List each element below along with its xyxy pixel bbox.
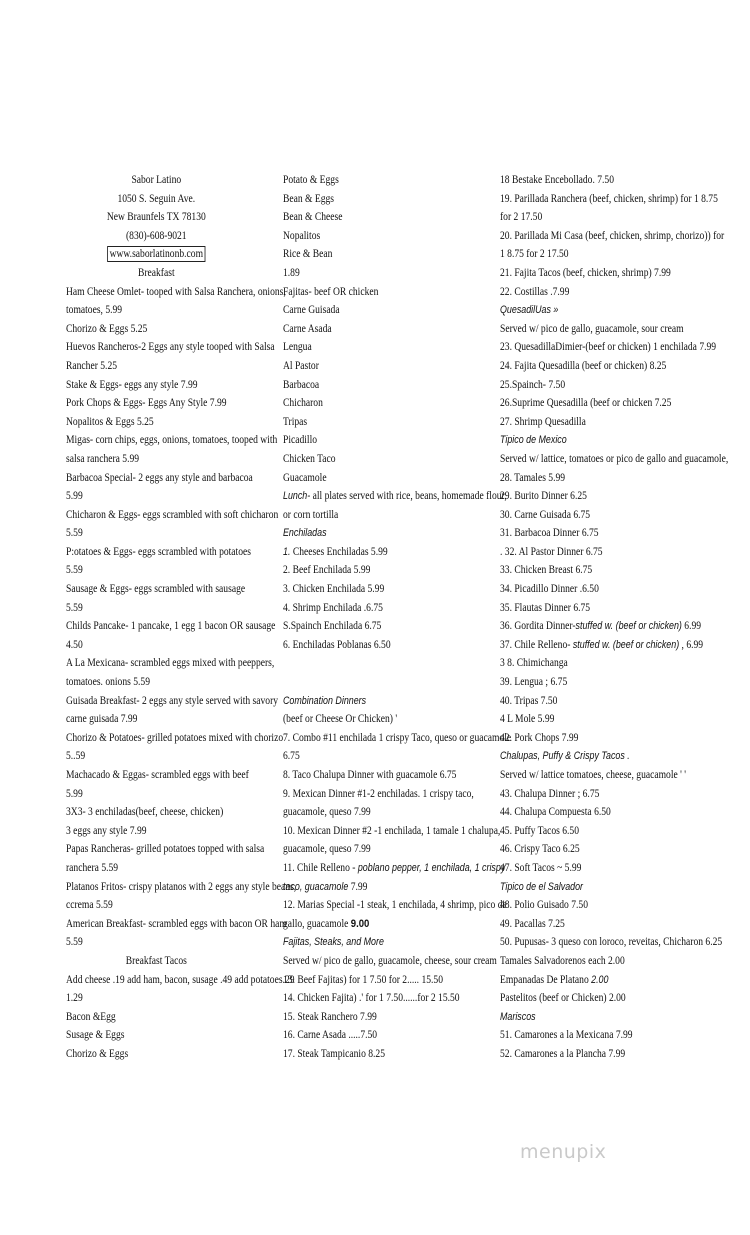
section-heading-quesadillas: QuesadilUas » [500, 304, 559, 317]
menu-line: 3. Chicken Enchilada 5.99 [283, 583, 385, 596]
menu-line: 6.75 [283, 750, 300, 763]
menupix-watermark: menupix [520, 1141, 607, 1163]
item-price: 7.99 [348, 880, 368, 893]
menu-line: for 2 17.50 [500, 211, 543, 224]
menu-line: 50. Pupusas- 3 queso con loroco, reveitas, Chicharon 6.25 [500, 936, 723, 949]
menu-line: Migas- corn chips, eggs, onions, tomatoes, tooped with [66, 434, 278, 447]
menu-line: Served w/ lattice, tomatoes or pico de gallo and guacamole, [500, 452, 729, 465]
menu-line: Nopalitos [283, 229, 321, 242]
menu-line: Chorizo & Eggs 5.25 [66, 322, 148, 335]
menu-line: 47. Soft Tacos ~ 5.99 [500, 861, 582, 874]
menu-line: 20. Parillada Mi Casa (beef, chicken, shrimp, chorizo)) for [500, 229, 725, 242]
menu-line: 5.59 [66, 601, 83, 614]
menu-line: 1.89 [283, 266, 300, 279]
menu-line: Bean & Eggs [283, 192, 335, 205]
menu-line: Tamales Salvadorenos each 2.00 [500, 954, 625, 967]
item-text: 36. Gordita Dinner- [500, 620, 576, 633]
menu-line: 13. Beef Fajitas) for 1 7.50 for 2..... 15.50 [283, 973, 443, 986]
item-text: 37. Chile Relleno- [500, 638, 573, 651]
menu-line: 5.99 [66, 787, 83, 800]
menu-line: 4 L Mole 5.99 [500, 713, 555, 726]
menu-line [500, 636, 718, 655]
menu-line: Served w/ lattice tomatoes, cheese, guacamole ' ' [500, 769, 686, 781]
address-line-1: 1050 S. Seguin Ave. [117, 192, 196, 205]
website-row [66, 245, 247, 264]
item-price: 2.00 [591, 973, 609, 986]
menu-line: 52. Camarones a la Plancha 7.99 [500, 1047, 626, 1060]
menu-line: 5.59 [66, 936, 83, 949]
menu-line: carne guisada 7.99 [66, 713, 138, 726]
item-text: gallo, guacamole [283, 917, 351, 930]
menu-line: 2. Beef Enchilada 5.99 [283, 564, 371, 577]
menu-line: 5..59 [66, 750, 86, 763]
menu-line: 43. Chalupa Dinner ; 6.75 [500, 787, 600, 800]
menu-column-2 [283, 171, 512, 1064]
menu-line: Carne Guisada [283, 304, 340, 317]
menu-line: Stake & Eggs- eggs any style 7.99 [66, 378, 198, 391]
menu-line: 9. Mexican Dinner #1-2 enchiladas. 1 crispy taco, [283, 787, 474, 800]
menu-line: 51. Camarones a la Mexicana 7.99 [500, 1029, 633, 1042]
menu-line: 24. Fajita Quesadilla (beef or chicken) 8.25 [500, 359, 667, 372]
menu-line: Fajitas- beef OR chicken [283, 285, 379, 298]
menu-line: . 32. Al Pastor Dinner 6.75 [500, 545, 603, 558]
menu-line: tomatoes. onions 5.59 [66, 676, 150, 689]
menu-line: 26.Suprime Quesadilla (beef or chicken 7.25 [500, 397, 672, 410]
menu-line: 3X3- 3 enchiladas(beef, cheese, chicken) [66, 806, 224, 819]
menu-line: Rice & Bean [283, 248, 333, 261]
section-heading-breakfast: Breakfast [137, 266, 175, 279]
menu-line [283, 543, 485, 562]
menu-line: 1.29 [66, 992, 83, 1005]
menu-line: 34. Picadillo Dinner .6.50 [500, 583, 599, 596]
menu-line: Pastelitos (beef or Chicken) 2.00 [500, 992, 626, 1005]
menu-line: Guacamole [283, 471, 327, 484]
menu-line: guacamole, queso 7.99 [283, 843, 371, 856]
menu-line: 27. Shrimp Quesadilla [500, 415, 586, 428]
item-text: Empanadas De Platano [500, 973, 592, 986]
menu-line: P:otatoes & Eggs- eggs scrambled with potatoes [66, 545, 251, 558]
menu-line: A La Mexicana- scrambled eggs mixed with peeppers, [66, 657, 275, 670]
section-heading-mariscos: Mariscos [500, 1010, 536, 1023]
menu-line: 35. Flautas Dinner 6.75 [500, 601, 591, 614]
menu-line: Nopalitos & Eggs 5.25 [66, 415, 154, 428]
menu-line: Served w/ pico de gallo, guacamole, cheese, sour cream [283, 954, 497, 967]
menu-line: Guisada Breakfast- 2 eggs any style served with savory [66, 694, 279, 707]
menu-line: Barbacoa Special- 2 eggs any style and barbacoa [66, 471, 253, 484]
item-detail: poblano pepper, 1 enchilada, 1 crispy [357, 861, 506, 874]
item-text: 11. Chile Relleno - [283, 861, 358, 874]
menu-line: Potato & Eggs [283, 174, 339, 186]
menu-line: Susage & Eggs [66, 1029, 125, 1042]
section-heading-combination-dinners: Combination Dinners [283, 694, 367, 707]
section-heading-tipico-de-mexico: Tipico de Mexico [500, 434, 567, 447]
menu-line: Tripas [283, 415, 308, 428]
menu-line: 21. Fajita Tacos (beef, chicken, shrimp) 7.99 [500, 266, 671, 279]
menu-line: ranchera 5.59 [66, 861, 119, 874]
menu-line: 31. Barbacoa Dinner 6.75 [500, 527, 599, 540]
menu-line: Pork Chops & Eggs- Eggs Any Style 7.99 [66, 397, 227, 410]
menu-line: 40. Tripas 7.50 [500, 694, 558, 707]
menu-line: 49. Pacallas 7.25 [500, 917, 565, 930]
menu-line: tomatoes, 5.99 [66, 304, 123, 317]
menu-line: 19. Parillada Ranchera (beef, chicken, shrimp) for 1 8.75 [500, 192, 718, 205]
menu-line: Papas Rancheras- grilled potatoes topped with salsa [66, 843, 265, 856]
lunch-label: Lunch- [283, 490, 311, 503]
address-line-2: New Braunfels TX 78130 [106, 211, 206, 224]
item-detail: taco, guacamole [283, 880, 349, 893]
menu-line: 6. Enchiladas Poblanas 6.50 [283, 638, 391, 651]
menu-line: Add cheese .19 add ham, bacon, susage .49 add potatoes.29 [66, 973, 295, 986]
menu-line: Lengua [283, 341, 312, 354]
menu-line: Served w/ pico de gallo, guacamole, sour cream [500, 322, 684, 335]
menu-line-lunch [283, 487, 507, 506]
menu-line: 42. Pork Chops 7.99 [500, 731, 579, 744]
menu-column-3 [500, 171, 729, 1064]
menu-line: 23. QuesadillaDimier-(beef or chicken) 1 enchilada 7.99 [500, 341, 717, 354]
menu-line: (beef or Cheese Or Chicken) ' [283, 713, 398, 726]
menu-line: Ham Cheese Omlet- tooped with Salsa Ranchera, onions, [66, 285, 286, 298]
item-price: 9.00 [350, 917, 370, 930]
menu-line: 10. Mexican Dinner #2 -1 enchilada, 1 tamale 1 chalupa, [283, 824, 501, 837]
menu-line: Chorizo & Potatoes- grilled potatoes mixed with chorizo [66, 731, 284, 744]
spacer [283, 673, 485, 692]
lunch-description: all plates served with rice, beans, homemade flour, [310, 490, 507, 503]
menu-line: American Breakfast- scrambled eggs with bacon OR ham [66, 917, 287, 930]
item-price: 6.99 [681, 620, 702, 633]
menu-line: or corn tortilla [283, 508, 339, 521]
menu-line: Barbacoa [283, 378, 320, 391]
menu-line: 3 eggs any style 7.99 [66, 824, 147, 837]
menu-line [283, 878, 485, 897]
menu-line: 46. Crispy Taco 6.25 [500, 843, 580, 856]
menu-line: 5.59 [66, 564, 83, 577]
website-link[interactable]: www.saborlatinonb.com [107, 246, 205, 262]
section-heading-enchiladas: Enchiladas [283, 527, 327, 540]
menu-line: 28. Tamales 5.99 [500, 471, 566, 484]
menu-line: 14. Chicken Fajita) .' for 1 7.50......for 2 15.50 [283, 992, 460, 1005]
menu-line: 12. Marias Special -1 steak, 1 enchilada, 4 shrimp, pico de [283, 899, 507, 912]
spacer [283, 654, 485, 673]
menu-line: salsa ranchera 5.99 [66, 452, 140, 465]
menu-line: 8. Taco Chalupa Dinner with guacamole 6.75 [283, 769, 457, 781]
menu-line: 15. Steak Ranchero 7.99 [283, 1010, 377, 1023]
item-number: 1. [283, 545, 291, 558]
menu-line: 3 8. Chimichanga [500, 657, 568, 670]
item-detail: stuffed w. (beef or chicken) [572, 638, 680, 651]
menu-line: 22. Costillas .7.99 [500, 285, 570, 298]
menu-line: 48. Polio Guisado 7.50 [500, 899, 588, 912]
menu-line: Huevos Rancheros-2 Eggs any style tooped with Salsa [66, 341, 275, 354]
menu-line: Chorizo & Eggs [66, 1047, 129, 1060]
item-detail: stuffed w. (beef or chicken) [575, 620, 682, 633]
menu-line: 45. Puffy Tacos 6.50 [500, 824, 579, 837]
menu-line: Carne Asada [283, 322, 332, 335]
item-text: Cheeses Enchiladas 5.99 [290, 545, 388, 558]
section-heading-chalupas: Chalupas, Puffy & Crispy Tacos . [500, 750, 630, 763]
menu-line: 25.Spainch- 7.50 [500, 378, 566, 391]
menu-line [283, 915, 485, 934]
menu-line: 30. Carne Guisada 6.75 [500, 508, 591, 521]
menu-line: S.Spainch Enchilada 6.75 [283, 620, 382, 633]
menu-line: Al Pastor [283, 359, 319, 372]
menu-line [500, 971, 718, 990]
menu-line: 4.50 [66, 638, 83, 651]
menu-line: Platanos Fritos- crispy platanos with 2 eggs any style beans, [66, 880, 297, 893]
menu-line: 16. Carne Asada .....7.50 [283, 1029, 378, 1042]
menu-line: 17. Steak Tampicanio 8.25 [283, 1047, 385, 1060]
menu-line: Chicharon [283, 397, 323, 410]
menu-line: Machacado & Eggas- scrambled eggs with beef [66, 769, 249, 781]
menu-line: Chicharon & Eggs- eggs scrambled with soft chicharon [66, 508, 279, 521]
menu-line [500, 617, 718, 636]
menu-line: Bean & Cheese [283, 211, 343, 224]
menu-line: 18 Bestake Encebollado. 7.50 [500, 174, 615, 186]
menu-line: 1 8.75 for 2 17.50 [500, 248, 569, 261]
menu-line: Picadillo [283, 434, 318, 447]
menu-line: guacamole, queso 7.99 [283, 806, 371, 819]
section-heading-tipico-de-el-salvador: Tipico de el Salvador [500, 880, 584, 893]
menu-line: 39. Lengua ; 6.75 [500, 676, 568, 689]
menu-line: 5.99 [66, 490, 83, 503]
menu-line: 29. Burito Dinner 6.25 [500, 490, 587, 503]
menu-line: Childs Pancake- 1 pancake, 1 egg 1 bacon OR sausage [66, 620, 276, 633]
phone-number: (830)-608-9021 [125, 229, 187, 242]
menu-line: Bacon &Egg [66, 1010, 116, 1023]
item-price: , 6.99 [679, 638, 704, 651]
menu-line: 4. Shrimp Enchilada .6.75 [283, 601, 383, 614]
section-heading-fajitas: Fajitas, Steaks, and More [283, 936, 384, 949]
menu-line: 44. Chalupa Compuesta 6.50 [500, 806, 611, 819]
restaurant-name: Sabor Latino [131, 174, 182, 186]
menu-line: Sausage & Eggs- eggs scrambled with sausage [66, 583, 246, 596]
menu-line: Chicken Taco [283, 452, 336, 465]
menu-line: ccrema 5.59 [66, 899, 113, 912]
menu-line: 7. Combo #11 enchilada 1 crispy Taco, queso or guacamole [283, 731, 512, 744]
section-heading-breakfast-tacos: Breakfast Tacos [125, 954, 187, 967]
menu-line [283, 859, 506, 878]
menu-line: 5.59 [66, 527, 83, 540]
menu-line: 33. Chicken Breast 6.75 [500, 564, 593, 577]
menu-line: Rancher 5.25 [66, 359, 118, 372]
